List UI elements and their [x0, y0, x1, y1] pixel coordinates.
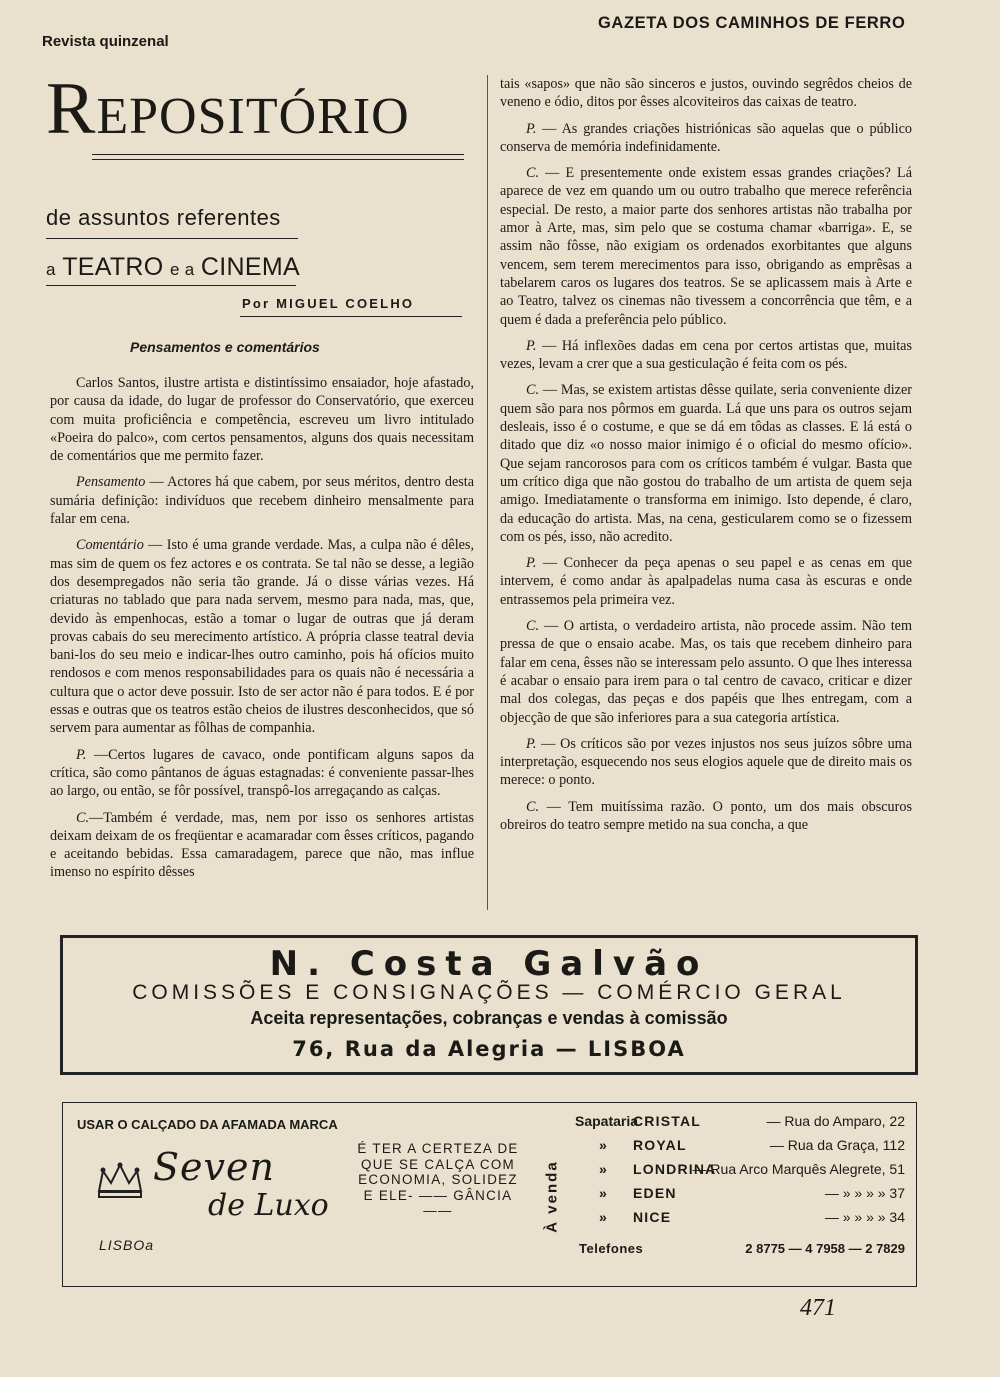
shop-row: [575, 1157, 905, 1181]
ad-galvao-name: N. Costa Galvão: [269, 944, 709, 984]
article-paragraph: [500, 120, 912, 157]
title-rule-1: [92, 154, 464, 155]
article-paragraph: [500, 735, 912, 790]
paragraph-text: — Conhecer da peça apenas o seu papel e as cenas em que intervem, é como andar às apalpadelas numa casa às escuras e onde entrassemos pela primeira vez.: [500, 555, 912, 608]
ad-seven-brand-line1: Seven: [153, 1145, 275, 1189]
section-heading: Pensamentos e comentários: [130, 339, 320, 355]
paragraph-lead: Comentário: [76, 537, 144, 554]
ad-galvao-services: Aceita representações, cobranças e vendas à comissão: [250, 1008, 728, 1028]
shop-address: — » » » » 37: [824, 1185, 905, 1201]
subtitle-rule-2: [46, 285, 296, 286]
paragraph-text: — O artista, o verdadeiro artista, não procede assim. Não tem pressa de que o ensaio acabe. Mas, os tais que recebem dinheiro para falar em cena, êsses não se interessam pelo assunto. O que lhes interessa é acabar o ensaio para irem para o tal centro de cavaco, criticar e dizer mal dos colegas, das peças e dos papéis que lhes entregam, com a objecção de que são inferiores para a sua categoria artística.: [500, 618, 912, 726]
right-column: [500, 75, 912, 842]
subtitle-line1: de assuntos referentes: [46, 205, 281, 230]
shop-name: CRISTAL: [633, 1113, 702, 1129]
paragraph-text: —Certos lugares de cavaco, onde pontificam alguns sapos da crítica, são como pântanos de águas estagnadas: é conveniente passar-lhes ao largo, ou então, se fôr possível, transpô-los arregaçando as calças.: [50, 746, 474, 800]
shop-prefix: »: [599, 1137, 607, 1153]
page-number: 471: [800, 1295, 836, 1321]
paragraph-text: — Há inflexões dadas em cena por certos artistas que, muitas vezes, levam a crer que a sua gesticulação é feita com os pés.: [500, 337, 912, 373]
shop-name: EDEN: [633, 1185, 677, 1201]
shop-prefix: »: [599, 1185, 607, 1201]
ad-seven-tagline: USAR O CALÇADO DA AFAMADA MARCA: [77, 1117, 338, 1132]
paragraph-lead: C.: [526, 382, 540, 399]
article-paragraph: [500, 798, 912, 835]
shop-address: — » » » » 34: [824, 1209, 905, 1225]
ad-galvao-address: 76, Rua da Alegria — LISBOA: [292, 1037, 686, 1061]
subtitle-rule-1: [46, 238, 298, 239]
ad-galvao-business: COMISSÕES E CONSIGNAÇÕES — COMÉRCIO GERAL: [132, 981, 846, 1004]
ad-seven-brand-line2: de Luxo: [208, 1188, 329, 1223]
ad-seven-avenda: [537, 1133, 567, 1263]
shop-prefix: »: [599, 1209, 607, 1225]
subtitle-a1: a: [46, 260, 56, 279]
shop-name: NICE: [633, 1209, 672, 1225]
shop-name: ROYAL: [633, 1137, 687, 1153]
shop-address: — Rua do Amparo, 22: [766, 1113, 905, 1129]
shop-prefix: Sapataria: [575, 1113, 639, 1129]
article-paragraph: [500, 337, 912, 374]
shop-name: LONDRINA: [633, 1161, 717, 1177]
paragraph-text: —Também é verdade, mas, nem por isso os senhores artistas deixam deixam de os freqüentar e acamaradar com êsses críticos, pagando e aceitando bebidas. Essa camaradagem, parece que não, mas influe imenso no espírito dêsses: [50, 809, 474, 881]
header-left: Revista quinzenal: [42, 33, 169, 50]
ad-seven-city: LISBOa: [99, 1237, 155, 1253]
article-paragraph: [500, 164, 912, 329]
article-paragraph: [500, 554, 912, 609]
phones-label: Telefones: [579, 1241, 644, 1256]
header-right: GAZETA DOS CAMINHOS DE FERRO: [598, 14, 906, 32]
shop-address: — Rua da Graça, 112: [769, 1137, 905, 1153]
shop-list: [575, 1109, 905, 1229]
subtitle-teatro: TEATRO: [62, 253, 164, 281]
article-paragraph: [500, 75, 912, 112]
ad-seven-avenda-text: À venda: [543, 1160, 561, 1233]
paragraph-lead: C.: [526, 798, 540, 815]
author-rule: [240, 316, 462, 317]
subtitle-ea: e a: [169, 260, 195, 279]
shop-address: — Rua Arco Marquês Alegrete, 51: [692, 1161, 905, 1177]
shop-prefix: »: [599, 1161, 607, 1177]
paragraph-lead: P.: [76, 746, 87, 763]
paragraph-text: — Tem muitíssima razão. O ponto, um dos mais obscuros obreiros do teatro sempre metido na sua concha, a que: [500, 798, 912, 833]
paragraph-text: tais «sapos» que não são sinceros e justos, ouvindo segrêdos cheios de veneno e ódio, ditos por êsses alcoviteiros das caixas de teatro.: [500, 76, 912, 111]
paragraph-text: — Os críticos são por vezes injustos nos seus juízos sôbre uma interpretação, esquecendo nos seus elogios aquele que de direito mais os merece: o ponto.: [500, 735, 912, 789]
article-paragraph: [50, 809, 474, 882]
ad-seven-slogan: É TER A CERTEZA DE QUE SE CALÇA COM ECONOMIA, SOLIDEZ E ELE- —— GÂNCIA ——: [357, 1141, 519, 1218]
article-paragraph: [50, 746, 474, 801]
paragraph-text: — Actores há que cabem, por seus méritos, dentro desta sumária definição: indivíduos que recebem dinheiro mensalmente para falar em cena.: [50, 474, 474, 528]
subtitle-cinema: CINEMA: [200, 253, 300, 281]
article-paragraph: [50, 374, 474, 465]
paragraph-lead: C.: [76, 809, 90, 826]
paragraph-text: — As grandes criações histriónicas são aquelas que o público conserva de memória indefinidamente.: [500, 120, 912, 155]
ad-seven-de-luxo: [62, 1102, 917, 1287]
paragraph-lead: P.: [526, 555, 537, 572]
shop-row: [575, 1205, 905, 1229]
subtitle-line2: [46, 253, 300, 282]
phone-numbers: 2 8775 — 4 7958 — 2 7829: [745, 1241, 905, 1256]
paragraph-lead: C.: [526, 618, 540, 635]
paragraph-text: Carlos Santos, ilustre artista e distintíssimo ensaiador, hoje afastado, por causa da idade, do lugar de professor do Conservatório, que exerceu com muita proficiência e competência, escreveu um livro intitulado «Poeira do palco», com certos pensamentos, alguns dos quais necessitam de comentários que me permito fazer.: [50, 375, 474, 465]
column-divider: [487, 75, 488, 910]
ad-costa-galvao: [60, 935, 918, 1075]
paragraph-text: — E presentemente onde existem essas grandes criações? Lá aparece de vez em quando um ou outro trabalho que merece referência especial. De resto, a maior parte dos senhores artistas não trabalha por amor à Arte, mas, sim pelo que se costuma chamar «barriga». E, se assim não fôsse, não exigiam os ordenados exorbitantes que alguns vencem, sem terem merecimentos para isso, obrigando as emprêsas a tabelarem caros os lugares dos teatros. Se se aplicassem mais à Arte e ao Teatro, talvez os cinemas não tivessem a concorrência que têm, e a quem é dada a preferência pelo público.: [500, 165, 912, 328]
paragraph-lead: C.: [526, 165, 540, 182]
article-paragraph: [50, 473, 474, 528]
article-paragraph: [500, 381, 912, 546]
shop-row: [575, 1181, 905, 1205]
title-rule-2: [92, 159, 464, 160]
shop-row: [575, 1133, 905, 1157]
left-column: [50, 374, 474, 890]
paragraph-lead: P.: [526, 735, 537, 752]
shop-row: [575, 1109, 905, 1133]
author-byline: Por MIGUEL COELHO: [242, 296, 415, 311]
paragraph-lead: P.: [526, 337, 537, 354]
paragraph-text: — Isto é uma grande verdade. Mas, a culpa não é dêles, mas sim de quem os fez actores e os contrata. Se tal não se desse, a legião dos desempregados não seria tão grande. Já o disse várias vezes. Há criaturas no tablado que para nada servem, mesmo para nada, mas, que, devido às empenhocas, estão a tomar o lugar de outras que já deram provas cabais do seu merecimento artístico. A própria classe teatral devia bani-los do seu meio e indicar-lhes outro caminho, pois há ofícios muito rendosos e com menos responsabilidades para os quais não é necessária a cultura que o actor deve possuir. Isto de ser actor não é para todos. E é por essas e outras que os teatros estão cheios de ilustres desconhecidos, que só servem para aumentar as fôlhas de companhia.: [50, 537, 474, 737]
crown-icon: [95, 1161, 145, 1201]
paragraph-lead: Pensamento: [76, 474, 146, 491]
paragraph-lead: P.: [526, 120, 537, 137]
article-paragraph: [50, 536, 474, 737]
article-title: Repositório: [46, 68, 410, 150]
article-paragraph: [500, 617, 912, 727]
paragraph-text: — Mas, se existem artistas dêsse quilate, seria conveniente dizer quem são para nos pôrmos em guarda. Lá que uns para os outros sejam desleais, isso é o costume, e que se dá em tôdas as classes. E lá está o ditado que diz «o nosso maior inimigo é o oficial do mesmo ofício». Que sejam rancorosos para com os críticos também é vulgar. Basta que um crítico diga que não gostou do trabalho de um artista de quem seja amigo. Imediatamente o transforma em inimigo. Isto depende, é claro, da educação do artista. Mas, na cena, gesticularem como se o fizessem com os pés, isso, não acredito.: [500, 382, 912, 545]
